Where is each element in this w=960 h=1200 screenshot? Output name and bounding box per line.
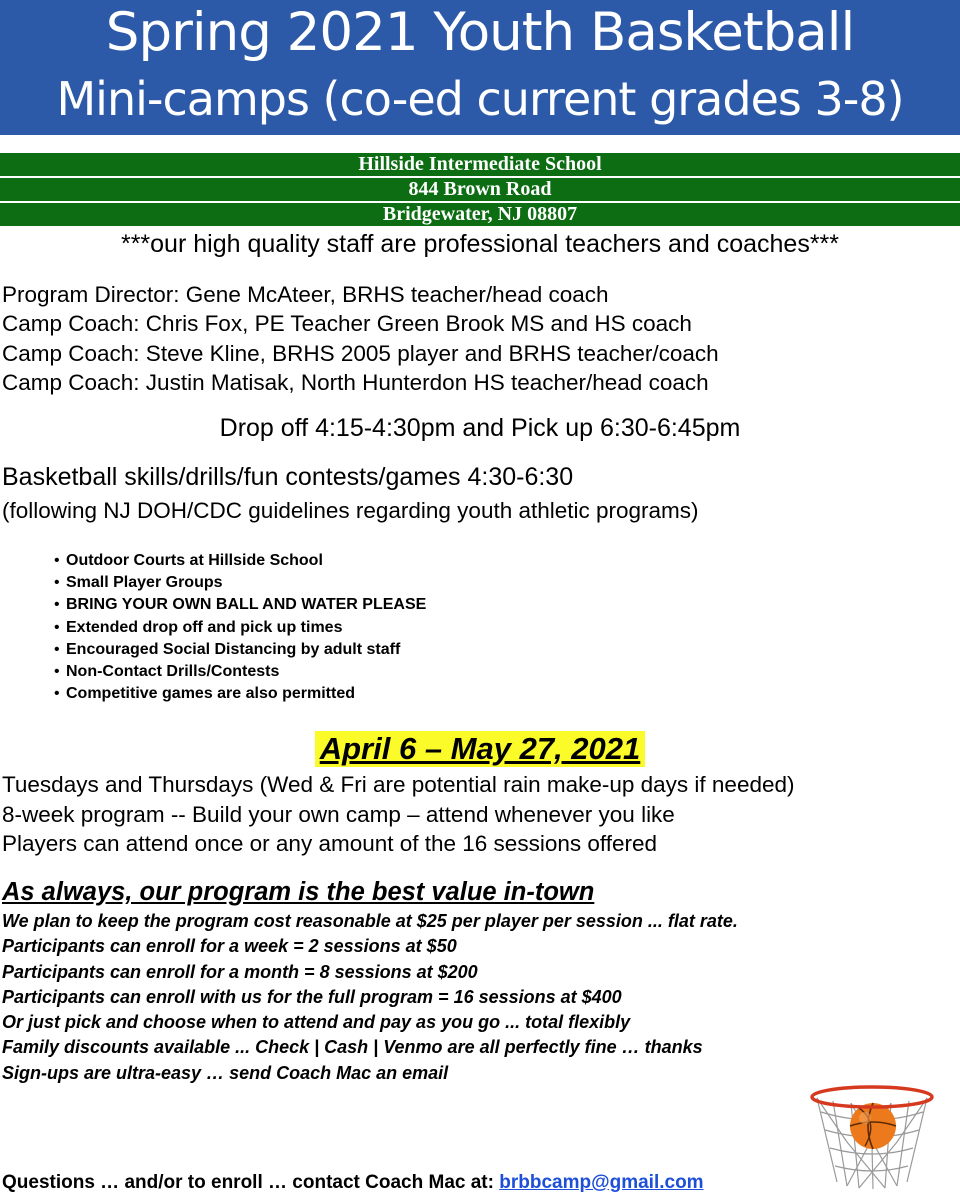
list-item: • Encouraged Social Distancing by adult staff	[54, 639, 426, 661]
school-city: Bridgewater, NJ 08807	[0, 203, 960, 226]
contact-line	[2, 1170, 704, 1196]
coach-line: Camp Coach: Steve Kline, BRHS 2005 player and BRHS teacher/coach	[2, 340, 719, 366]
school-name: Hillside Intermediate School	[0, 153, 960, 176]
pricing-line: Participants can enroll for a month = 8 sessions at $200	[2, 961, 478, 982]
email-link[interactable]: brbbcamp@gmail.com	[499, 1172, 704, 1193]
schedule-line: Players can attend once or any amount of the 16 sessions offered	[2, 831, 657, 856]
list-item: • Competitive games are also permitted	[54, 683, 426, 705]
pricing-line: Or just pick and choose when to attend and pay as you go ... total flexibly	[2, 1012, 631, 1033]
page-title: Spring 2021 Youth Basketball	[105, 2, 855, 63]
pricing-line: Sign-ups are ultra-easy … send Coach Mac an email	[2, 1062, 449, 1083]
feature-list	[54, 550, 426, 705]
pricing-line: We plan to keep the program cost reasonable at $25 per player per session ... flat rate.	[2, 911, 738, 931]
coach-line: Camp Coach: Justin Matisak, North Hunterdon HS teacher/head coach	[2, 369, 709, 395]
schedule-block	[2, 770, 795, 859]
pricing-block	[2, 909, 738, 1086]
school-street: 844 Brown Road	[0, 178, 960, 201]
coach-line: Program Director: Gene McAteer, BRHS teacher/head coach	[2, 282, 609, 307]
program-dates: April 6 – May 27, 2021	[315, 731, 646, 767]
drop-off-times: Drop off 4:15-4:30pm and Pick up 6:30-6:45pm	[219, 414, 741, 442]
list-item: • Outdoor Courts at Hillside School	[54, 550, 426, 572]
basketball-hoop-icon	[803, 1082, 943, 1194]
value-heading: As always, our program is the best value in-town	[2, 878, 595, 906]
schedule-line: Tuesdays and Thursdays (Wed & Fri are potential rain make-up days if needed)	[2, 772, 795, 797]
skills-line: Basketball skills/drills/fun contests/games 4:30-6:30	[2, 463, 574, 491]
guidelines-line: (following NJ DOH/CDC guidelines regarding youth athletic programs)	[2, 498, 699, 523]
pricing-line: Participants can enroll for a week = 2 sessions at $50	[2, 936, 457, 957]
schedule-line: 8-week program -- Build your own camp – attend whenever you like	[2, 801, 675, 827]
page-subtitle: Mini-camps (co-ed current grades 3-8)	[56, 72, 904, 126]
coach-line: Camp Coach: Chris Fox, PE Teacher Green Brook MS and HS coach	[2, 311, 692, 337]
staff-note: ***our high quality staff are professional teachers and coaches***	[120, 230, 840, 258]
coach-list	[2, 280, 719, 397]
list-item: • BRING YOUR OWN BALL AND WATER PLEASE	[54, 594, 426, 616]
dates-row	[0, 731, 960, 767]
contact-text: Questions … and/or to enroll … contact Coach Mac at:	[2, 1172, 500, 1193]
list-item: • Small Player Groups	[54, 572, 426, 594]
header-banner	[0, 0, 960, 135]
list-item: • Non-Contact Drills/Contests	[54, 661, 426, 683]
pricing-line: Participants can enroll with us for the full program = 16 sessions at $400	[2, 986, 622, 1007]
pricing-line: Family discounts available ... Check | Cash | Venmo are all perfectly fine … thanks	[2, 1037, 703, 1058]
list-item: • Extended drop off and pick up times	[54, 617, 426, 639]
